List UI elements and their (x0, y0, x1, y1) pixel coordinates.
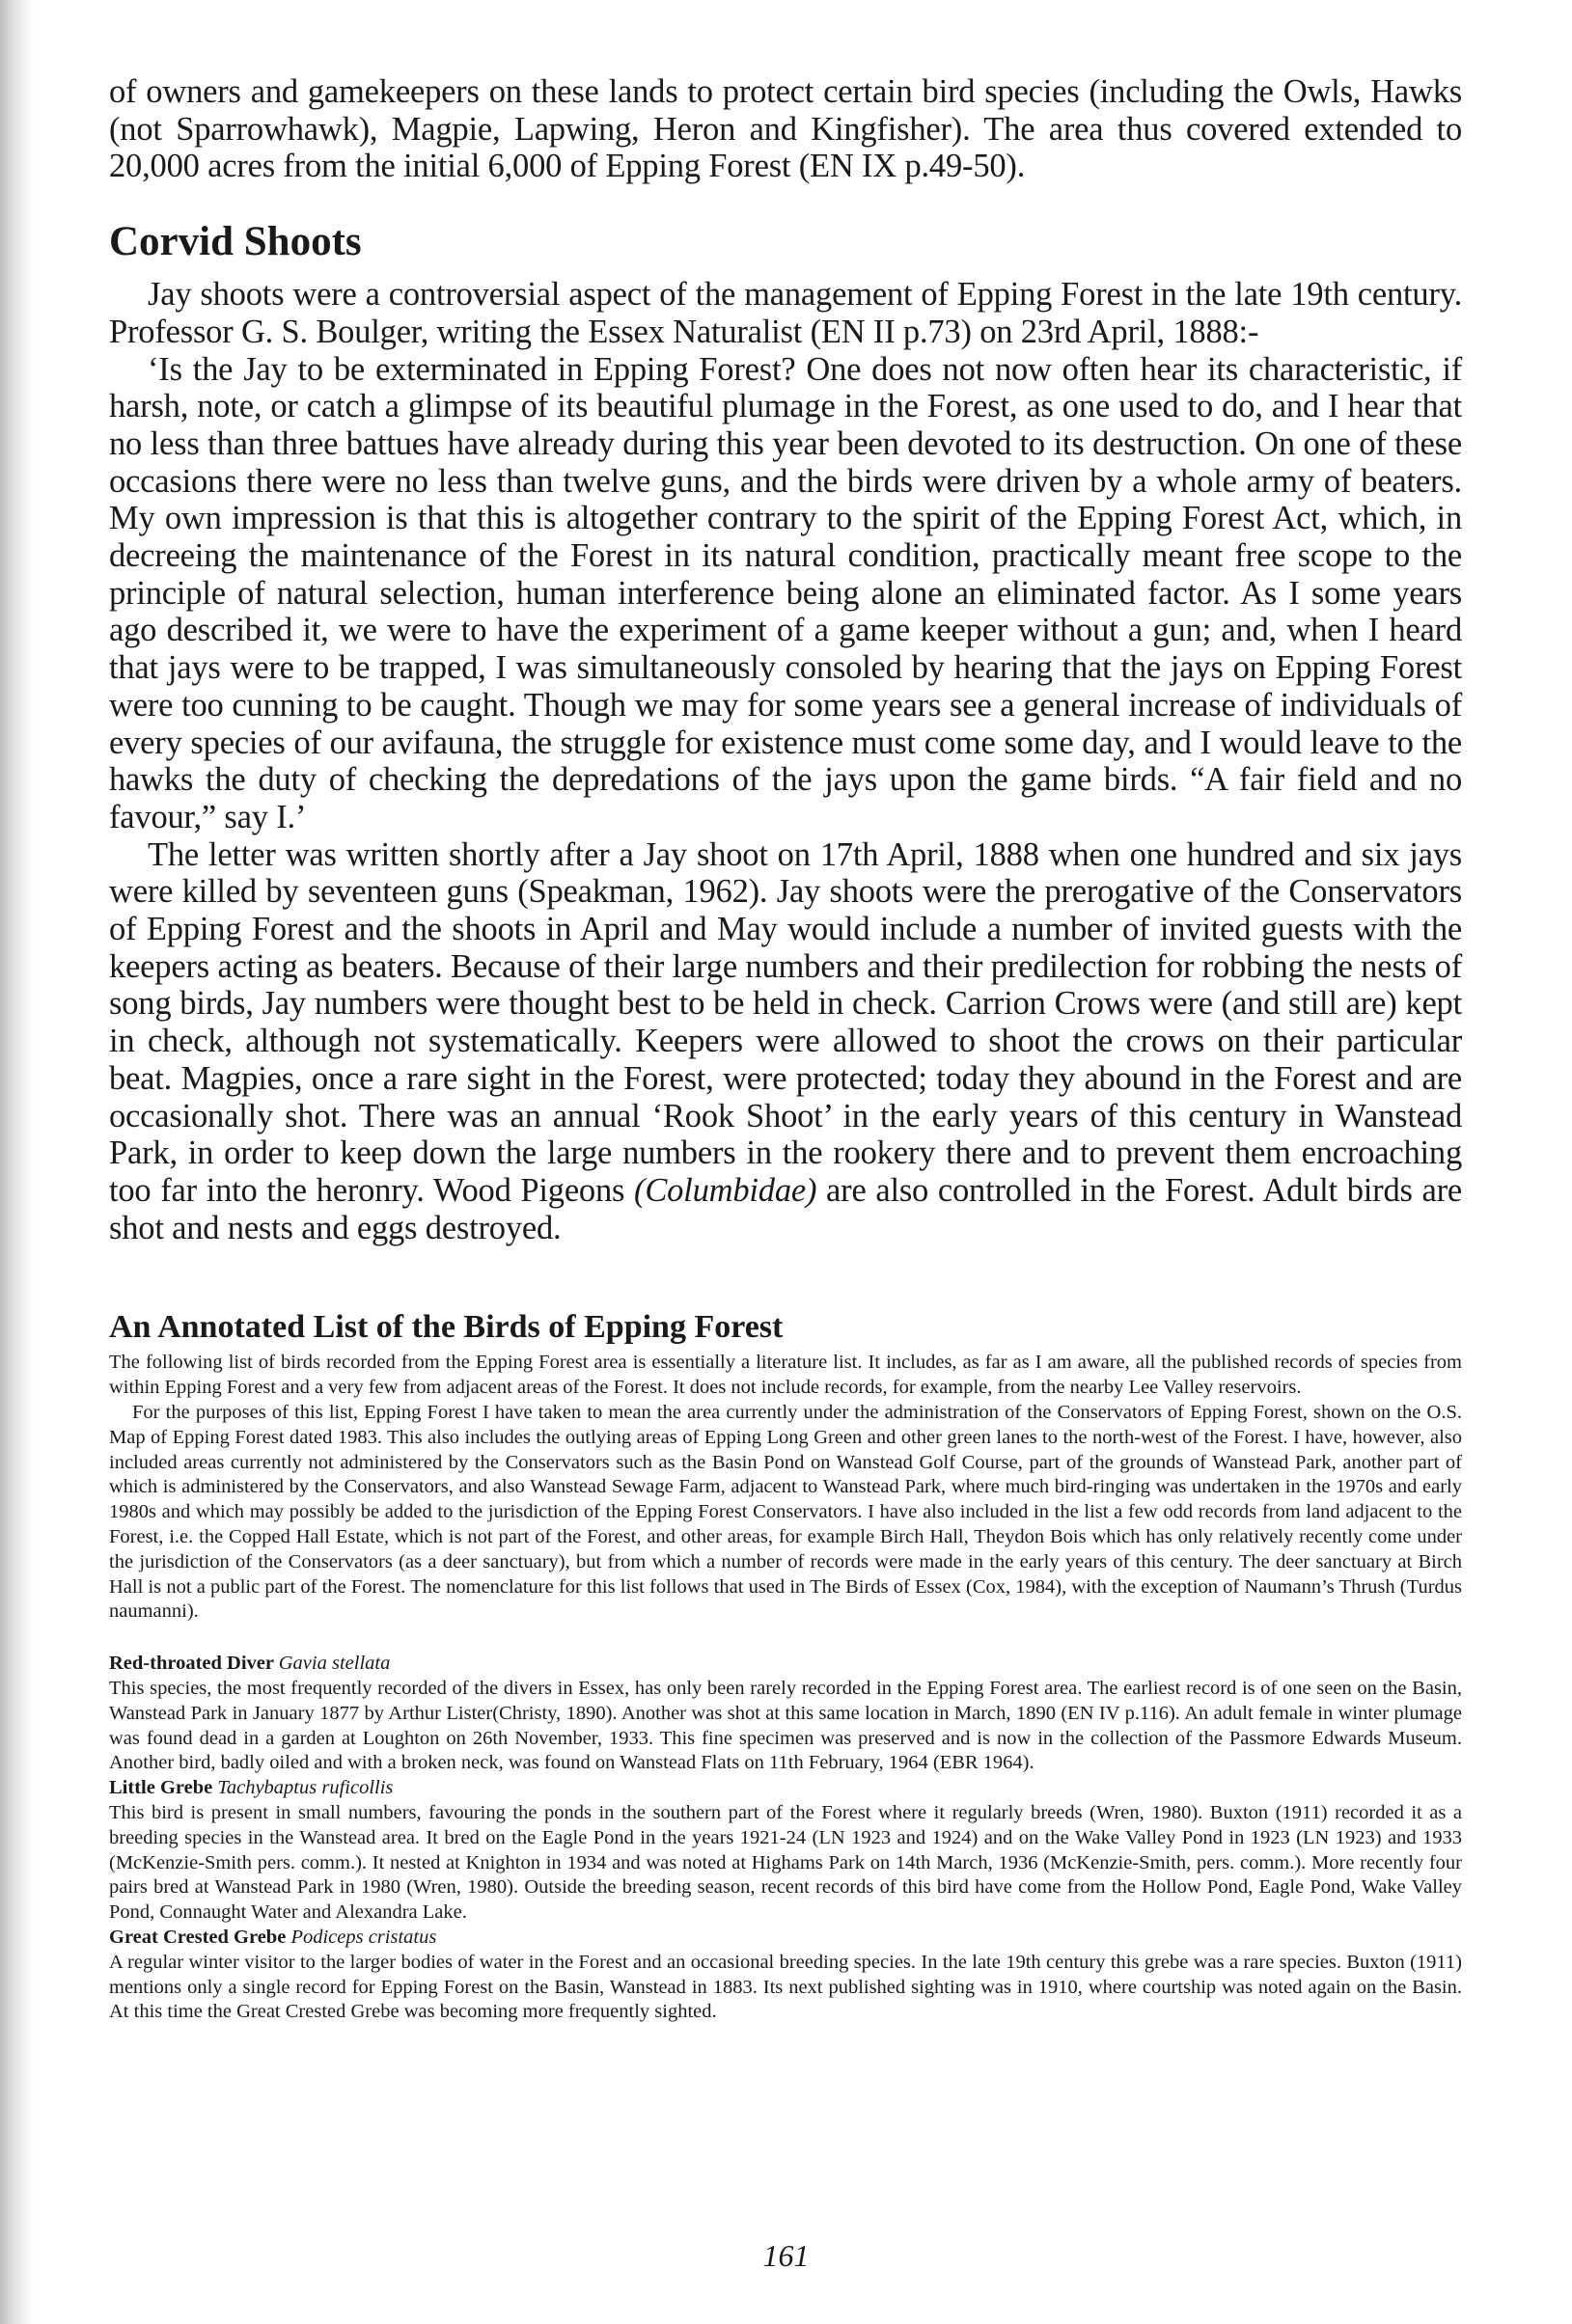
annotated-paragraph-1: The following list of birds recorded from the Epping Forest area is essentially a literature list. It includes, as far as I am aware, all the published records of species from within Epping Forest and a very few from adjacent areas of the Forest. It does not include records, for example, from the nearby Lee Valley reservoirs. (109, 1352, 1462, 1399)
species-name (109, 1776, 1462, 1801)
species-latin-name: Gavia stellata (278, 1653, 391, 1675)
corvid-paragraph-3 (109, 836, 1462, 1247)
corvid-shoots-heading: Corvid Shoots (109, 219, 362, 265)
species-description: This bird is present in small numbers, favouring the ponds in the southern part of the Forest where it regularly breeds (Wren, 1980). Buxton (1911) recorded it as a breeding species in the Wanstead area. It bred on the Eagle Pond in the years 1921-24 (LN 1923 and 1924) and on the Wake Valley Pond in 1923 (LN 1923) and 1933 (McKenzie-Smith pers. comm.). It nested at Knighton in 1934 and was noted at Highams Park on 14th March, 1936 (McKenzie-Smith, pers. comm.). More recently four pairs bred at Wanstead Park in 1980 (Wren, 1980). Outside the breeding season, recent records of this bird have come from the Hollow Pond, Eagle Pond, Wake Valley Pond, Connaught Water and Alexandra Lake. (109, 1801, 1462, 1924)
intro-paragraph: of owners and gamekeepers on these lands to protect certain bird species (including the Owls, Hawks (not Sparrowhawk), Magpie, Lapwing, Heron and Kingfisher). The area thus covered extended to 20,000 acres from the initial 6,000 of Epping Forest (EN IX p.49-50). (109, 73, 1462, 185)
species-entry (109, 1926, 1462, 2025)
page-number: 161 (762, 2238, 810, 2273)
intro-block (109, 73, 1462, 185)
species-description: A regular winter visitor to the larger bodies of water in the Forest and an occasional breeding species. In the late 19th century this grebe was a rare species. Buxton (1911) mentions only a single record for Epping Forest on the Basin, Wanstead in 1883. Its next published sighting was in 1910, where courtship was noted again on the Basin. At this time the Great Crested Grebe was becoming more frequently sighted. (109, 1951, 1462, 2023)
page-edge-shadow (0, 0, 33, 2324)
annotated-paragraph-2: For the purposes of this list, Epping Forest I have taken to mean the area currently under the administration of the Conservators of Epping Forest, shown on the O.S. Map of Epping Forest dated 1983. This also includes the outlying areas of Epping Long Green and other green lanes to the north-west of the Forest. I have, however, also included areas currently not administered by the Conservators such as the Basin Pond on Wanstead Golf Course, part of the grounds of Wanstead Park, another part of which is administered by the Conservators, and also Wanstead Sewage Farm, adjacent to Wanstead Park, where much bird-ringing was undertaken in the 1970s and early 1980s and which may possibly be added to the jurisdiction of the Epping Forest Conservators. I have also included in the list a few odd records from land adjacent to the Forest, i.e. the Copped Hall Estate, which is not part of the Forest, and other areas, for example Birch Hall, Theydon Bois which has only relatively recently come under the jurisdiction of the Conservators (as a deer sanctuary), but from which a number of records were made in the early years of this century. The deer sanctuary at Birch Hall is not a public part of the Forest. The nomenclature for this list follows that used in The Birds of Essex (Cox, 1984), with the exception of Naumann’s Thrush (Turdus naumanni). (109, 1401, 1462, 1623)
species-common-name: Little Grebe (109, 1777, 213, 1799)
species-latin-name: Tachybaptus ruficollis (217, 1777, 394, 1799)
annotated-list-heading: An Annotated List of the Birds of Epping Forest (109, 1309, 784, 1346)
species-latin-name: Podiceps cristatus (290, 1926, 437, 1948)
corvid-paragraph-1: Jay shoots were a controversial aspect of the management of Epping Forest in the late 19th century. Professor G. S. Boulger, writing the Essex Naturalist (EN II p.73) on 23rd April, 1888:- (109, 276, 1462, 350)
corvid-paragraph-3-end: are also controlled in the Forest. Adult birds are shot and nests and eggs destroyed. (109, 1171, 1462, 1246)
species-name (109, 1926, 1462, 1951)
species-common-name: Red-throated Diver (109, 1653, 274, 1675)
columbidae-italic: (Columbidae) (634, 1171, 817, 1209)
species-entry (109, 1776, 1462, 1926)
boulger-quote: ‘Is the Jay to be exterminated in Epping Forest? One does not now often hear its characteristic, if harsh, note, or catch a glimpse of its beautiful plumage in the Forest, as one used to do, and I hear that no less than three battues have already during this year been devoted to its destruction. On one of these occasions there were no less than twelve guns, and the birds were driven by a whole army of beaters. My own impression is that this is altogether contrary to the spirit of the Epping Forest Act, which, in decreeing the maintenance of the Forest in its natural condition, practically meant free scope to the principle of natural selection, human interference being alone an eliminated factor. As I some years ago described it, we were to have the experiment of a game keeper without a gun; and, when I heard that jays were to be trapped, I was simultaneously consoled by hearing that the jays on Epping Forest were too cunning to be caught. Though we may for some years see a general increase of individuals of every species of our avifauna, the struggle for existence must come some day, and I would leave to the hawks the duty of checking the depredations of the jays upon the game birds. “A fair field and no favour,” say I.’ (109, 350, 1462, 835)
page-content (109, 73, 1462, 2025)
corvid-paragraph-3-text: The letter was written shortly after a Jay shoot on 17th April, 1888 when one hundred and six jays were killed by seventeen guns (Speakman, 1962). Jay shoots were the prerogative of the Conservators of Epping Forest and the shoots in April and May would include a number of invited guests with the keepers acting as beaters. Because of their large numbers and their predilection for robbing the nests of song birds, Jay numbers were thought best to be held in check. Carrion Crows were (and still are) kept in check, although not systematically. Keepers were allowed to shoot the crows on their particular beat. Magpies, once a rare sight in the Forest, were protected; today they abound in the Forest and are occasionally shot. There was an annual ‘Rook Shoot’ in the early years of this century in Wanstead Park, in order to keep down the large numbers in the rookery there and to prevent them encroaching too far into the heronry. Wood Pigeons (109, 835, 1462, 1209)
species-description: This species, the most frequently recorded of the divers in Essex, has only been rarely recorded in the Epping Forest area. The earliest record is of one seen on the Basin, Wanstead Park in January 1877 by Arthur Lister(Christy, 1890). Another was shot at this same location in March, 1890 (EN IV p.116). An adult female in winter plumage was found dead in a garden at Loughton on 26th November, 1933. This fine specimen was preserved and is now in the collection of the Passmore Edwards Museum. Another bird, badly oiled and with a broken neck, was found on Wanstead Flats on 11th February, 1964 (EBR 1964). (109, 1677, 1462, 1774)
species-name (109, 1652, 1462, 1677)
species-common-name: Great Crested Grebe (109, 1926, 287, 1948)
corvid-shoots-section (109, 276, 1462, 1246)
annotated-list-intro (109, 1351, 1462, 1625)
species-entry (109, 1652, 1462, 1776)
